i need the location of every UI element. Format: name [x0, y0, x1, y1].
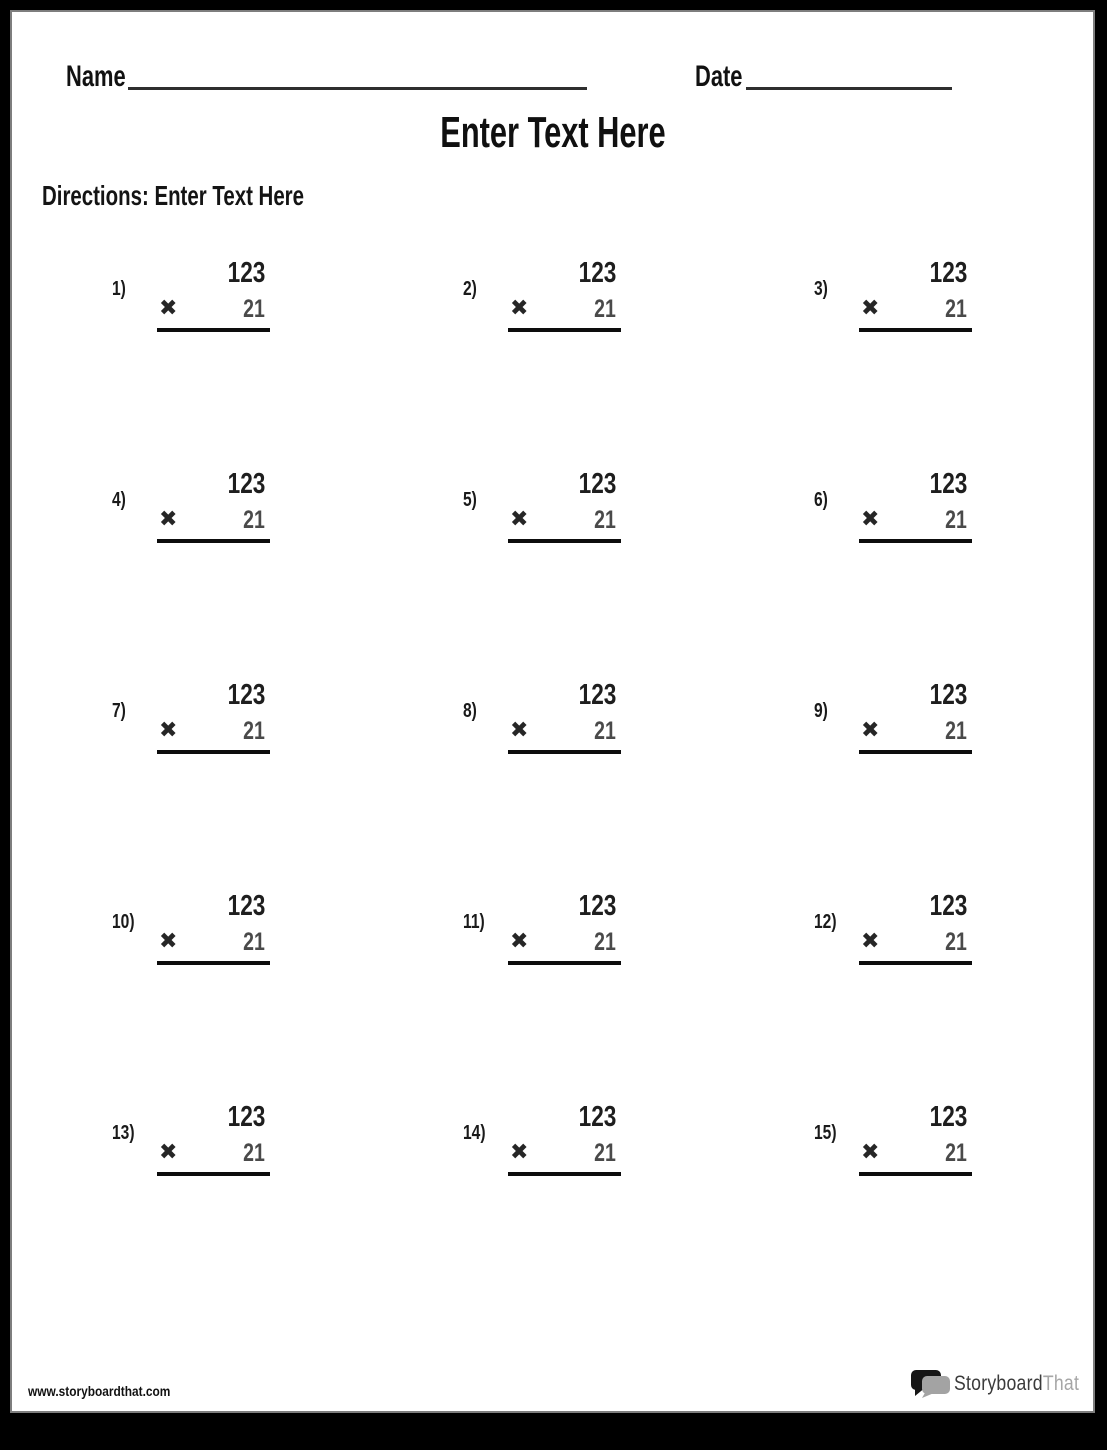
multiply-icon: ✖ [510, 1140, 529, 1165]
multiplicand-value: 123 [227, 890, 265, 922]
multiplier-value: 21 [594, 295, 616, 323]
multiply-icon: ✖ [159, 929, 178, 954]
answer-line [859, 1172, 972, 1176]
multiply-icon: ✖ [861, 929, 880, 954]
multiplicand-value: 123 [227, 468, 265, 500]
multiplier-value: 21 [243, 1139, 265, 1167]
multiplication-problem [463, 1101, 623, 1187]
problem-body [508, 1101, 621, 1179]
problem-number-label: 2) [463, 278, 477, 300]
multiplication-problem [463, 257, 623, 343]
problem-number-label: 15) [814, 1122, 837, 1144]
multiply-icon: ✖ [159, 507, 178, 532]
problem-number-label: 5) [463, 489, 477, 511]
problem-number-label: 11) [463, 911, 485, 933]
multiplier-value: 21 [243, 928, 265, 956]
multiplication-problem [814, 257, 974, 343]
speech-bubbles-icon [910, 1368, 951, 1399]
multiplication-problem [814, 679, 974, 765]
multiplier-value: 21 [594, 717, 616, 745]
multiplicand-value: 123 [227, 1101, 265, 1133]
multiply-icon: ✖ [159, 718, 178, 743]
multiplier-value: 21 [594, 1139, 616, 1167]
multiply-icon: ✖ [861, 1140, 880, 1165]
multiplier-value: 21 [594, 506, 616, 534]
problem-number-label: 9) [814, 700, 828, 722]
date-label: Date [695, 60, 743, 93]
multiply-icon: ✖ [510, 718, 529, 743]
problems-grid [12, 12, 1093, 1411]
multiplication-problem [112, 468, 272, 554]
answer-line [157, 750, 270, 754]
logo-text-that: That [1042, 1372, 1080, 1395]
problem-number-label: 14) [463, 1122, 486, 1144]
problem-body [508, 890, 621, 968]
problem-body [157, 1101, 270, 1179]
multiplication-problem [814, 468, 974, 554]
problem-body [508, 468, 621, 546]
answer-line [157, 328, 270, 332]
problem-body [859, 468, 972, 546]
problem-number-label: 6) [814, 489, 828, 511]
problem-body [859, 1101, 972, 1179]
multiplier-value: 21 [945, 717, 967, 745]
multiply-icon: ✖ [159, 1140, 178, 1165]
website-url: www.storyboardthat.com [28, 1383, 171, 1399]
problem-number-label: 12) [814, 911, 837, 933]
problem-body [859, 679, 972, 757]
multiplication-problem [463, 890, 623, 976]
problem-body [508, 257, 621, 335]
multiply-icon: ✖ [861, 507, 880, 532]
multiplicand-value: 123 [578, 257, 616, 289]
logo-wordmark [954, 1368, 1079, 1399]
problem-number-label: 8) [463, 700, 477, 722]
storyboardthat-logo [910, 1368, 1103, 1399]
multiplicand-value: 123 [578, 1101, 616, 1133]
problem-body [157, 257, 270, 335]
answer-line [157, 961, 270, 965]
multiplicand-value: 123 [227, 679, 265, 711]
name-label: Name [66, 60, 126, 93]
multiply-icon: ✖ [510, 929, 529, 954]
problem-number-label: 3) [814, 278, 828, 300]
problem-body [508, 679, 621, 757]
problem-body [157, 468, 270, 546]
multiplier-value: 21 [243, 717, 265, 745]
answer-line [859, 539, 972, 543]
problem-number-label: 13) [112, 1122, 135, 1144]
multiplier-value: 21 [945, 295, 967, 323]
answer-line [157, 539, 270, 543]
problem-body [859, 257, 972, 335]
worksheet-page [10, 10, 1095, 1413]
multiplicand-value: 123 [929, 890, 967, 922]
multiplier-value: 21 [594, 928, 616, 956]
multiplication-problem [112, 257, 272, 343]
multiplicand-value: 123 [929, 679, 967, 711]
multiply-icon: ✖ [861, 718, 880, 743]
answer-line [508, 750, 621, 754]
multiplication-problem [112, 679, 272, 765]
problem-body [157, 890, 270, 968]
multiplicand-value: 123 [578, 679, 616, 711]
answer-line [859, 328, 972, 332]
multiplier-value: 21 [945, 928, 967, 956]
problem-number-label: 1) [112, 278, 126, 300]
directions-text: Directions: Enter Text Here [42, 180, 305, 211]
problem-number-label: 10) [112, 911, 135, 933]
answer-line [508, 328, 621, 332]
problem-body [859, 890, 972, 968]
multiply-icon: ✖ [159, 296, 178, 321]
multiplier-value: 21 [243, 295, 265, 323]
multiplier-value: 21 [243, 506, 265, 534]
worksheet-title: Enter Text Here [439, 108, 666, 157]
multiply-icon: ✖ [861, 296, 880, 321]
multiplication-problem [463, 468, 623, 554]
multiplication-problem [814, 890, 974, 976]
multiplicand-value: 123 [578, 890, 616, 922]
multiplication-problem [463, 679, 623, 765]
logo-text-storyboard: Storyboard [954, 1372, 1043, 1395]
answer-line [859, 961, 972, 965]
problem-body [157, 679, 270, 757]
answer-line [508, 539, 621, 543]
multiplicand-value: 123 [578, 468, 616, 500]
answer-line [508, 961, 621, 965]
answer-line [859, 750, 972, 754]
multiplication-problem [814, 1101, 974, 1187]
multiplicand-value: 123 [929, 1101, 967, 1133]
problem-number-label: 4) [112, 489, 126, 511]
multiplier-value: 21 [945, 506, 967, 534]
multiplicand-value: 123 [929, 257, 967, 289]
answer-line [157, 1172, 270, 1176]
multiply-icon: ✖ [510, 507, 529, 532]
multiplicand-value: 123 [929, 468, 967, 500]
answer-line [508, 1172, 621, 1176]
multiplier-value: 21 [945, 1139, 967, 1167]
multiplication-problem [112, 1101, 272, 1187]
problem-number-label: 7) [112, 700, 126, 722]
multiplicand-value: 123 [227, 257, 265, 289]
multiplication-problem [112, 890, 272, 976]
multiply-icon: ✖ [510, 296, 529, 321]
